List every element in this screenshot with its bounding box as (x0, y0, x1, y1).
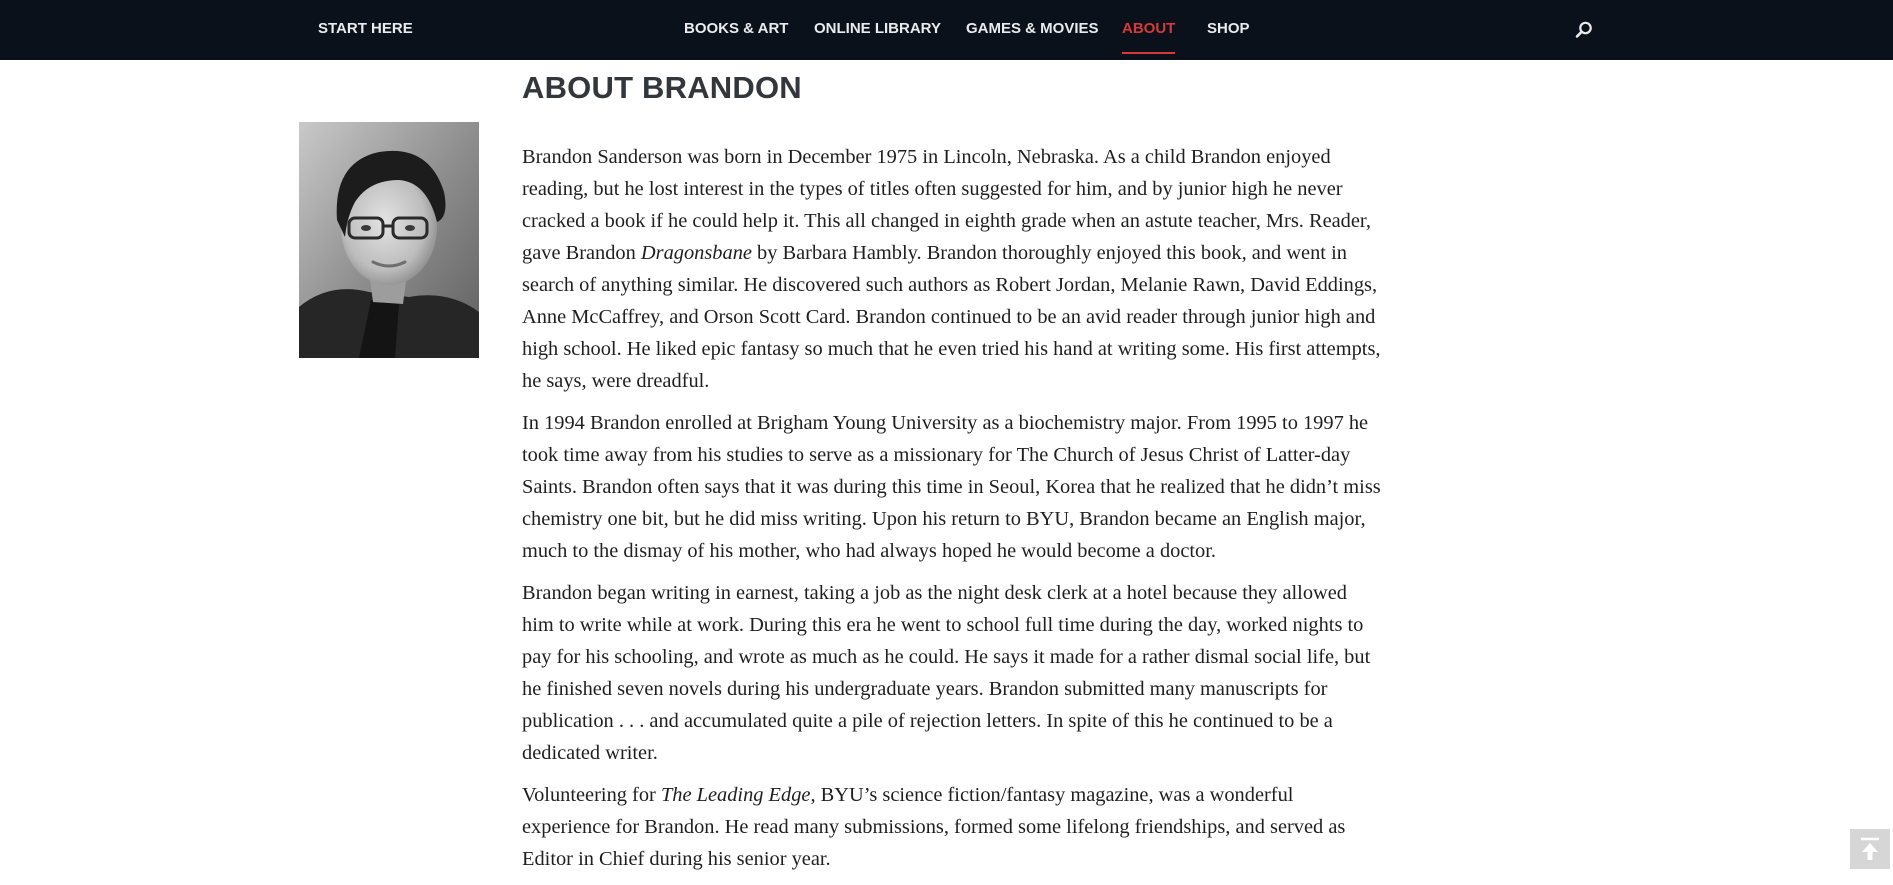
bio-paragraph-1-text: Brandon Sanderson was born in December 1975 in Lincoln, Nebraska. As a child Brandon enjoyed reading, but he lost interest in the types of titles often suggested for him, and by junior high he never cracked a book if he could help it. This all changed in eighth grade when an astute teacher, Mrs. Reader, gave Brandon (522, 146, 1371, 264)
nav-about-label: ABOUT (1122, 20, 1176, 37)
search-icon[interactable] (1574, 20, 1594, 40)
nav-online-library[interactable]: ONLINE LIBRARY (814, 20, 941, 37)
bio-paragraph-2: In 1994 Brandon enrolled at Brigham Young University as a biochemistry major. From 1995 to 1997 he took time away from his studies to serve as a missionary for The Church of Jesus Christ of Latter-day Saints. Brandon often says that it was during this time in Seoul, Korea that he realized that he didn’t miss chemistry one bit, but he did miss writing. Upon his return to BYU, Brandon became an English major, much to the dismay of his mother, who had always hoped he would become a doctor. (522, 412, 1381, 562)
bio-paragraph-1 (522, 141, 1382, 397)
nav-books-art[interactable]: BOOKS & ART (684, 20, 789, 37)
bio-paragraph-4-intro: Volunteering for (522, 784, 661, 806)
page-title: ABOUT BRANDON (522, 70, 802, 105)
nav-shop[interactable]: SHOP (1207, 20, 1250, 37)
bio-paragraph-1-rest: by Barbara Hambly. Brandon thoroughly enjoyed this book, and went in search of anything similar. He discovered such authors as Robert Jordan, Melanie Rawn, David Eddings, Anne McCaffrey, and Orson Scott Card. Brandon continued to be an avid reader through junior high and high school. He liked epic fantasy so much that he even tried his hand at writing some. His first attempts, he says, were dreadful. (522, 242, 1381, 392)
magazine-title-leading-edge: The Leading Edge (660, 784, 811, 806)
bio-paragraph-4-rest: , BYU’s science fiction/fantasy magazine, was a wonderful experience for Brandon. He read many submissions, formed some lifelong friendships, and served as Editor in Chief during his senior year. (522, 784, 1346, 870)
biography-article (522, 141, 1382, 885)
active-tab-underline (1122, 52, 1175, 54)
top-navigation-bar (0, 0, 1893, 60)
book-title-dragonsbane: Dragonsbane (640, 242, 752, 264)
nav-games-movies[interactable]: GAMES & MOVIES (966, 20, 1099, 37)
arrow-up-to-line-icon (1850, 856, 1890, 873)
author-photo (299, 122, 479, 358)
nav-start-here[interactable]: START HERE (318, 20, 413, 37)
bio-paragraph-4 (522, 779, 1382, 875)
bio-paragraph-3: Brandon began writing in earnest, taking a job as the night desk clerk at a hotel because they allowed him to write while at work. During this era he went to school full time during the day, worked nights to pay for his schooling, and wrote as much as he could. He says it made for a rather dismal social life, but he finished seven novels during his undergraduate years. Brandon submitted many manuscripts for publication . . . and accumulated quite a pile of rejection letters. In spite of this he continued to be a dedicated writer. (522, 582, 1371, 764)
back-to-top-button[interactable] (1850, 829, 1890, 869)
nav-about[interactable] (1122, 0, 1175, 60)
